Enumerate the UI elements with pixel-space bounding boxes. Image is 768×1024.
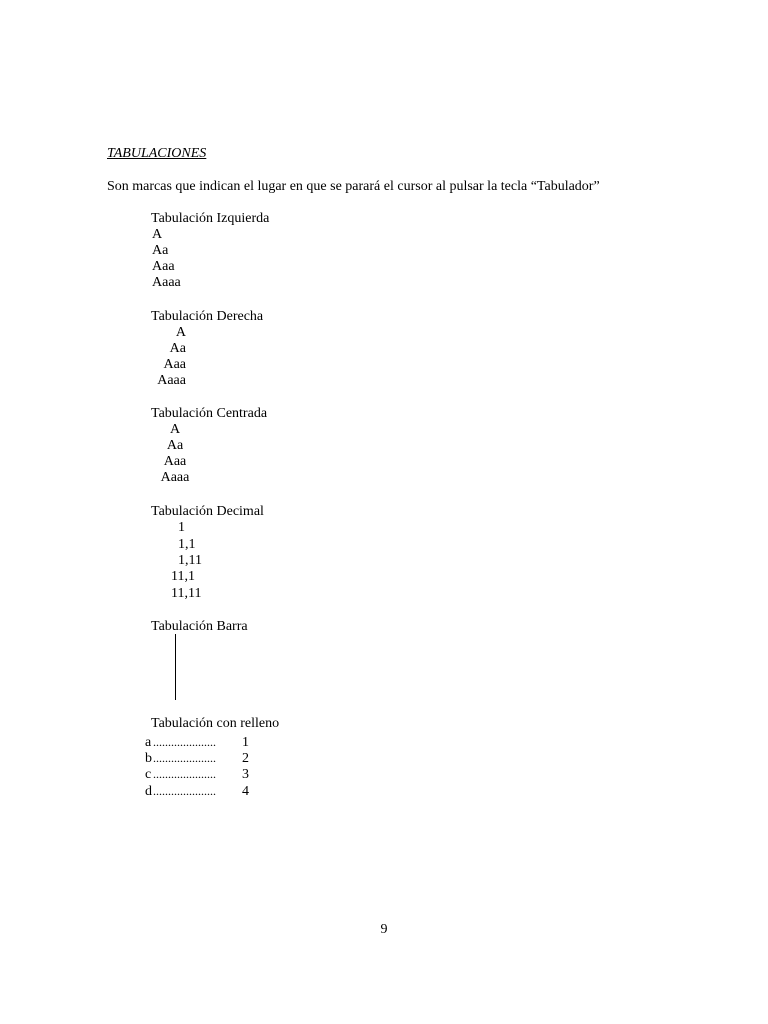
leader-row: [145, 766, 249, 783]
center-tab-item: A: [169, 422, 181, 437]
right-tab-title: Tabulación Derecha: [151, 309, 264, 324]
right-tab-item: Aa: [169, 341, 186, 356]
bar-tab-vertical-line: [175, 634, 176, 700]
right-tab-item: Aaa: [163, 357, 186, 372]
leader-tab-title: Tabulación con relleno: [151, 716, 280, 731]
section-heading: TABULACIONES: [107, 146, 207, 161]
decimal-tab-item: 1,11: [178, 553, 202, 568]
left-tab-title: Tabulación Izquierda: [151, 211, 270, 226]
center-tab-title: Tabulación Centrada: [151, 406, 268, 421]
leader-row-letter: b: [145, 751, 152, 766]
center-tab-item: Aaaa: [160, 470, 190, 485]
leader-row-letter: a: [145, 735, 152, 750]
leader-row-letter: d: [145, 784, 152, 799]
left-tab-item: Aaa: [152, 259, 175, 274]
center-tab-item: Aa: [166, 438, 184, 453]
page-number: 9: [380, 922, 388, 937]
left-tab-item: Aa: [152, 243, 169, 258]
leader-row: [145, 734, 249, 751]
leader-row-dots: .....................: [153, 767, 216, 781]
decimal-tab-item: 11,1: [171, 569, 195, 584]
decimal-tab-item: 1: [178, 520, 185, 535]
intro-paragraph: Son marcas que indican el lugar en que se parará el cursor al pulsar la tecla “Tabulador”: [107, 179, 600, 194]
leader-row-dots: .....................: [153, 735, 216, 749]
decimal-tab-title: Tabulación Decimal: [151, 504, 264, 519]
leader-row: [145, 783, 249, 800]
leader-row-dots: .....................: [153, 784, 216, 798]
bar-tab-title: Tabulación Barra: [151, 619, 248, 634]
leader-row-value: 1: [242, 735, 249, 750]
decimal-tab-item: 1,1: [178, 537, 196, 552]
left-tab-item: A: [152, 227, 163, 242]
leader-row: [145, 750, 249, 767]
leader-row-letter: c: [145, 767, 152, 782]
leader-row-value: 4: [242, 784, 249, 799]
right-tab-item: A: [175, 325, 186, 340]
decimal-tab-item: 11,11: [171, 586, 202, 601]
right-tab-item: Aaaa: [157, 373, 186, 388]
center-tab-item: Aaa: [163, 454, 187, 469]
leader-row-dots: .....................: [153, 751, 216, 765]
leader-row-value: 2: [242, 751, 249, 766]
left-tab-item: Aaaa: [152, 275, 181, 290]
leader-row-value: 3: [242, 767, 249, 782]
